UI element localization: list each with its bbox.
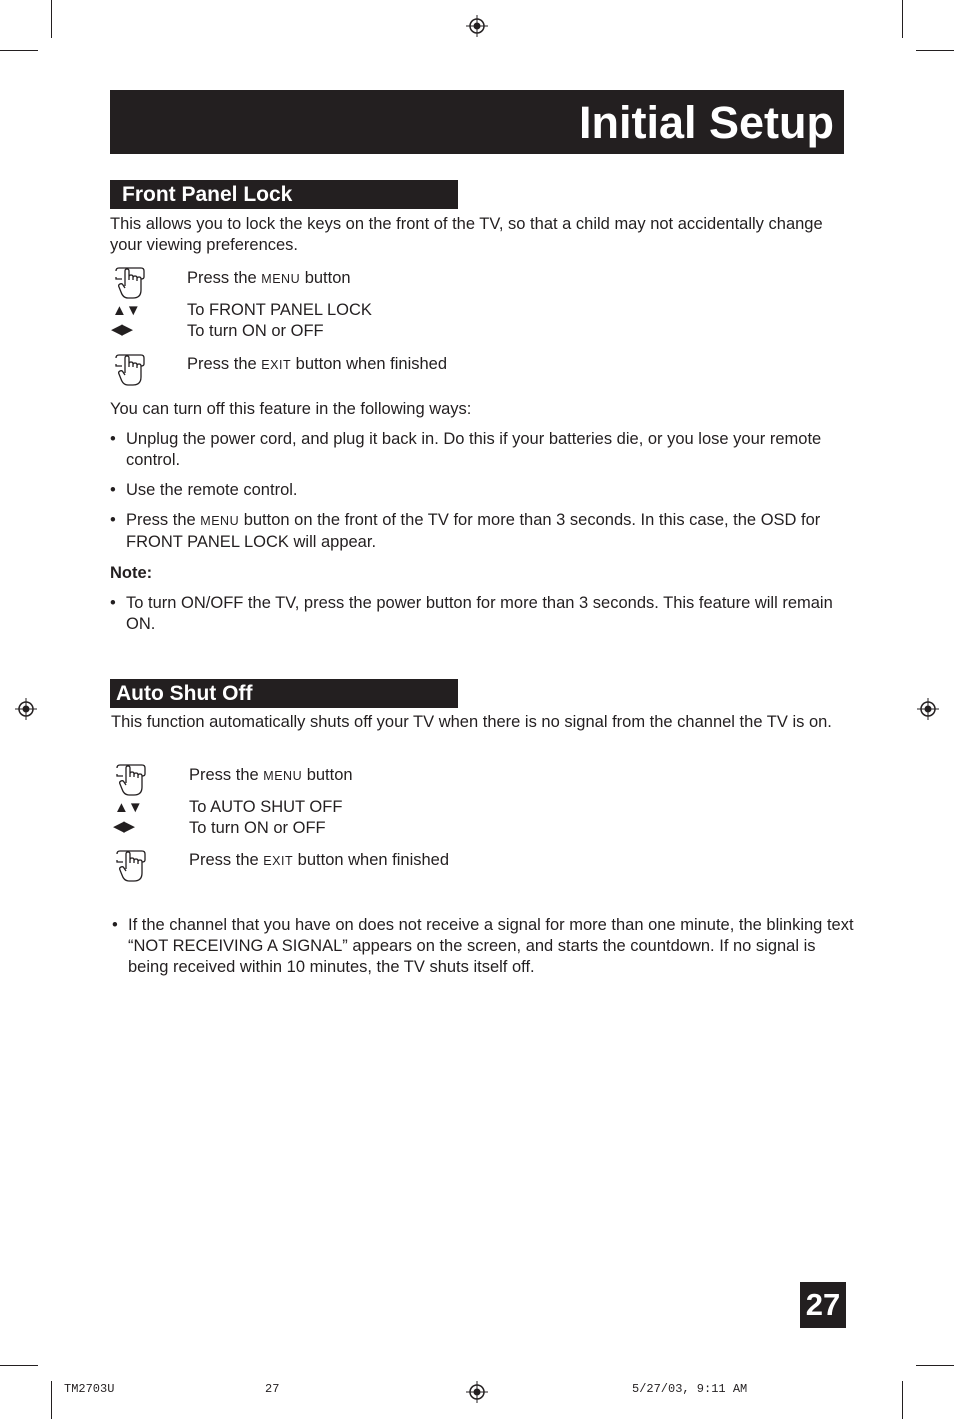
menu-key-label: MENU: [263, 769, 303, 783]
exit-key-label: EXIT: [263, 854, 294, 868]
section-title-text: Auto Shut Off: [116, 682, 253, 705]
step-select-item: To AUTO SHUT OFF: [189, 798, 343, 816]
page-header: [110, 90, 844, 154]
up-down-arrows-icon: ▲▼: [114, 799, 142, 816]
list-item: • To turn ON/OFF the TV, press the power button for more than 3 seconds. This feature will remain ON.: [110, 594, 833, 633]
page-title: Initial Setup: [578, 97, 834, 148]
step-press-exit: Press the EXIT button when finished: [187, 355, 448, 373]
footer-page: 27: [265, 1382, 280, 1396]
hand-pointer-icon: [114, 763, 148, 797]
list-item: • Use the remote control.: [110, 481, 298, 499]
hand-pointer-icon: [114, 849, 148, 883]
section-title-auto-shut-off: [110, 679, 458, 708]
section-intro: This function automatically shuts off your TV when there is no signal from the channel the TV is on.: [111, 713, 832, 731]
hand-pointer-icon: [113, 353, 147, 387]
menu-key-label: MENU: [261, 272, 301, 286]
step-toggle: To turn ON or OFF: [187, 322, 324, 340]
section-title-text: Front Panel Lock: [122, 183, 293, 206]
registration-mark-icon: [15, 698, 37, 720]
crop-mark: [51, 0, 52, 38]
crop-mark: [916, 1365, 954, 1366]
registration-mark-icon: [466, 1381, 488, 1403]
step-press-menu: Press the MENU button: [187, 269, 351, 287]
note-label: Note:: [110, 564, 153, 582]
section-intro: This allows you to lock the keys on the front of the TV, so that a child may not accidentally change your viewing preferences.: [110, 215, 823, 254]
section-title-front-panel-lock: [110, 180, 458, 209]
step-toggle: To turn ON or OFF: [189, 819, 326, 837]
hand-pointer-icon: [113, 266, 147, 300]
registration-mark-icon: [917, 698, 939, 720]
crop-mark: [0, 1365, 38, 1366]
step-press-menu: Press the MENU button: [189, 766, 353, 784]
crop-mark: [0, 50, 38, 51]
registration-mark-icon: [466, 15, 488, 37]
step-press-exit: Press the EXIT button when finished: [189, 851, 450, 869]
footer-date: 5/27/03, 9:11 AM: [632, 1382, 748, 1396]
crop-mark: [902, 1381, 903, 1419]
left-right-arrows-icon: ◀▶: [111, 321, 133, 338]
ways-intro: You can turn off this feature in the following ways:: [110, 400, 472, 418]
list-item: • If the channel that you have on does not receive a signal for more than one minute, the blinking text “NOT RECEIVING A SIGNAL” appears on the screen, and starts the countdown. If no signal is being received within 10 minutes, the TV shuts itself off.: [112, 916, 854, 976]
list-item: • Unplug the power cord, and plug it back in. Do this if your batteries die, or you lose your remote control.: [110, 430, 822, 469]
left-right-arrows-icon: ◀▶: [113, 818, 135, 835]
list-item: • Press the MENU button on the front of the TV for more than 3 seconds. In this case, the OSD for FRONT PANEL LOCK will appear.: [110, 511, 821, 551]
exit-key-label: EXIT: [261, 358, 292, 372]
page-number: 27: [800, 1282, 846, 1328]
footer-doc-id: TM2703U: [64, 1382, 115, 1396]
step-select-item: To FRONT PANEL LOCK: [187, 301, 372, 319]
crop-mark: [51, 1381, 52, 1419]
menu-key-label: MENU: [200, 514, 240, 528]
crop-mark: [902, 0, 903, 38]
up-down-arrows-icon: ▲▼: [112, 302, 140, 319]
crop-mark: [916, 50, 954, 51]
